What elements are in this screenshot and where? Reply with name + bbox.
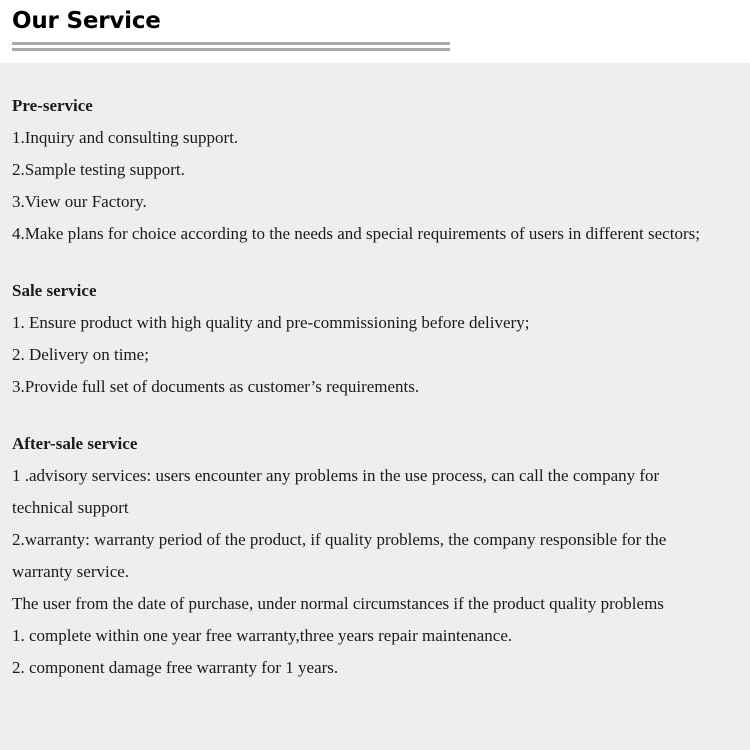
section-line: 2. Delivery on time; [12, 345, 149, 364]
divider-line-bottom [12, 48, 450, 51]
section-heading: Pre-service [12, 96, 93, 115]
section-line: 1.Inquiry and consulting support. [12, 128, 239, 147]
section-line: 3.View our Factory. [12, 192, 147, 211]
section-pre-service [12, 63, 738, 250]
section-sale-service [12, 250, 738, 403]
section-after-sale-service [12, 403, 738, 684]
header-divider [12, 42, 450, 51]
section-line: 3.Provide full set of documents as customer’s requirements. [12, 377, 420, 396]
service-content [0, 63, 750, 684]
page-title: Our Service [12, 8, 161, 34]
section-line: 1. Ensure product with high quality and pre-commissioning before delivery; [12, 313, 530, 332]
section-line: The user from the date of purchase, under normal circumstances if the product quality problems [12, 594, 664, 613]
section-line: 2. component damage free warranty for 1 years. [12, 658, 339, 677]
page-header [0, 0, 750, 63]
section-heading: After-sale service [12, 434, 138, 453]
section-line: 2.warranty: warranty period of the product, if quality problems, the company responsible for the warranty service. [12, 530, 667, 581]
section-line: 4.Make plans for choice according to the needs and special requirements of users in different sectors; [12, 224, 700, 243]
section-heading: Sale service [12, 281, 97, 300]
section-line: 1. complete within one year free warranty,three years repair maintenance. [12, 626, 513, 645]
section-line: 1 .advisory services: users encounter any problems in the use process, can call the company for technical support [12, 466, 660, 517]
section-line: 2.Sample testing support. [12, 160, 185, 179]
